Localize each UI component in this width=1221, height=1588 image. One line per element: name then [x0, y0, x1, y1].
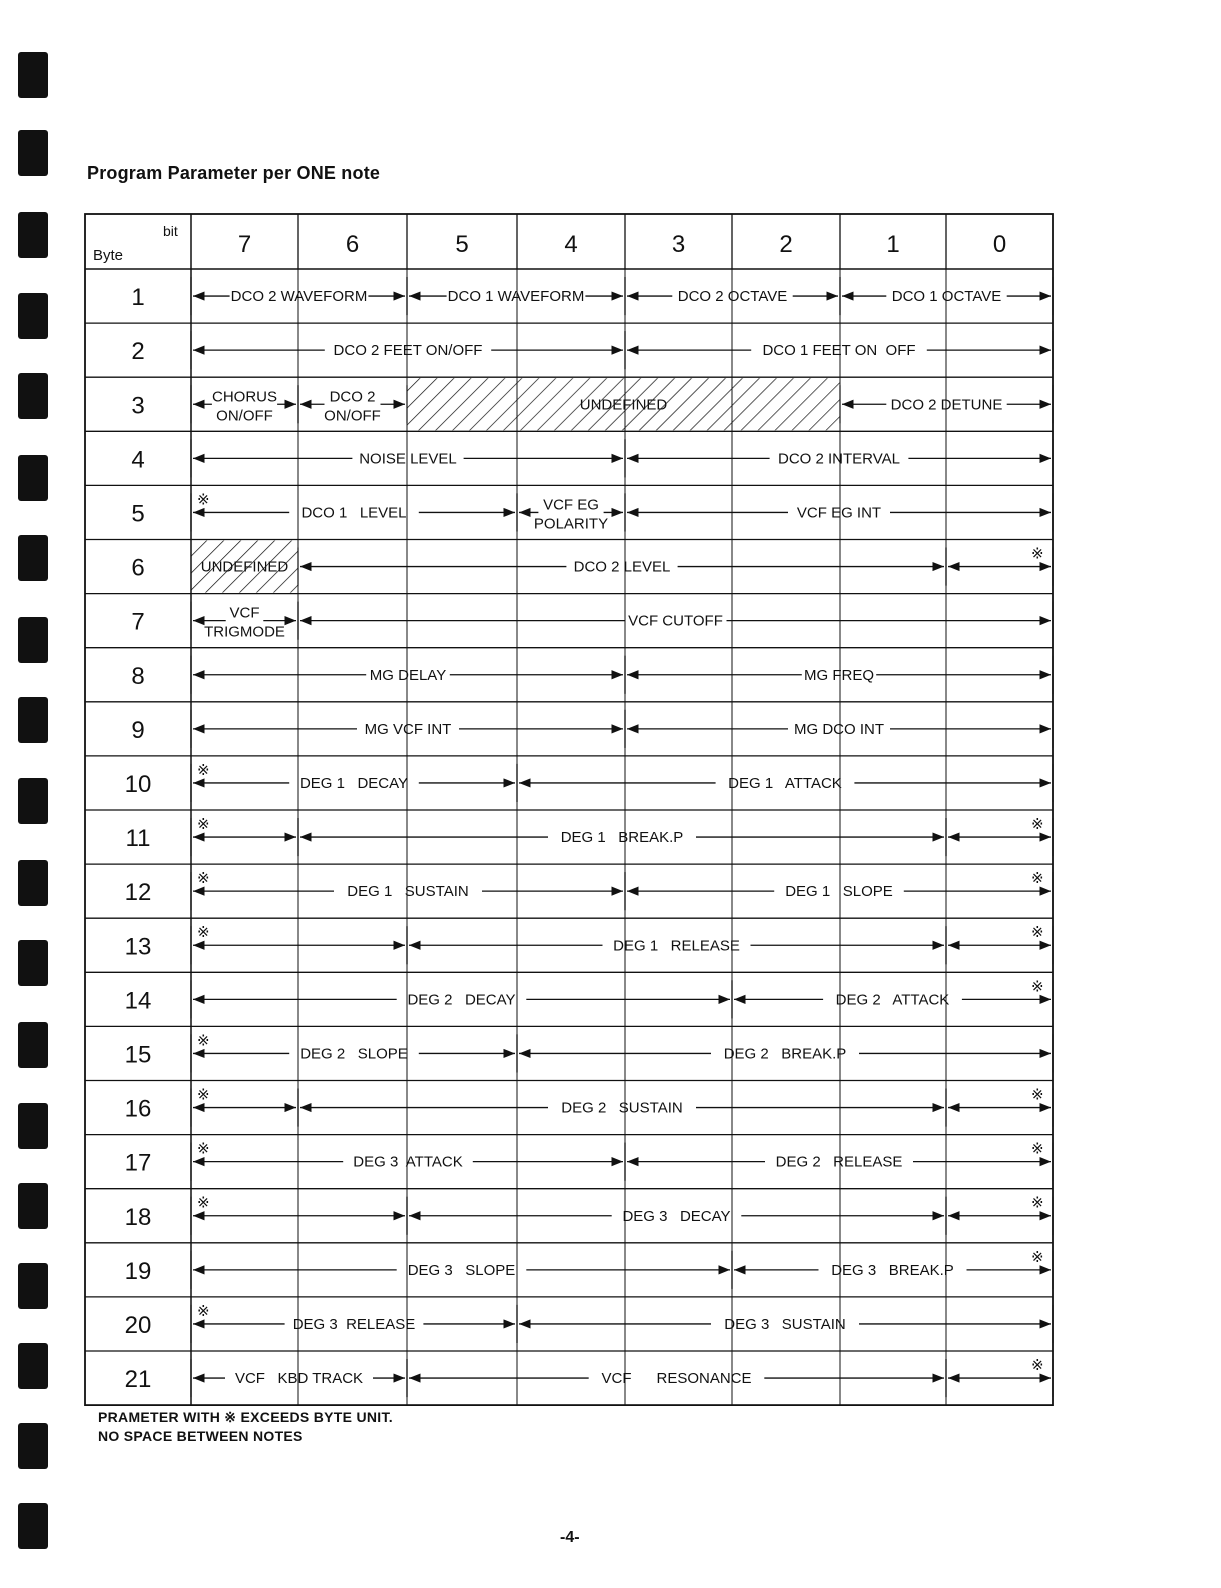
byte-number-20: 20 — [124, 1311, 152, 1339]
byte-number-21: 21 — [124, 1366, 152, 1394]
byte-number-10: 10 — [124, 770, 152, 798]
bit-number-7: 7 — [237, 231, 252, 258]
byte-number-17: 17 — [124, 1149, 152, 1177]
field-label: CHORUS — [211, 388, 278, 406]
field-label: DEG 2 SLOPE — [300, 1045, 408, 1063]
field-label: MG DELAY — [369, 666, 447, 684]
star-mark: ※ — [1031, 1357, 1044, 1374]
byte-number-6: 6 — [131, 554, 145, 582]
field-label: DCO 1 FEET ON OFF — [762, 342, 916, 360]
byte-number-3: 3 — [131, 392, 145, 420]
field-label: DCO 1 OCTAVE — [891, 288, 1002, 306]
field-label: DEG 3 SUSTAIN — [724, 1315, 846, 1333]
bit-number-1: 1 — [886, 231, 900, 258]
star-mark: ※ — [197, 491, 210, 509]
star-mark: ※ — [1031, 1140, 1044, 1158]
field-label: DEG 1 BREAK.P — [560, 829, 684, 847]
byte-number-11: 11 — [125, 825, 151, 853]
field-label: DEG 3 RELEASE — [292, 1315, 416, 1333]
field-label: VCF RESONANCE — [601, 1370, 752, 1388]
star-mark: ※ — [197, 1194, 210, 1212]
star-mark: ※ — [197, 1302, 210, 1320]
bit-number-3: 3 — [671, 231, 686, 258]
byte-number-13: 13 — [124, 933, 152, 961]
footnote-no-space: NO SPACE BETWEEN NOTES — [98, 1428, 303, 1444]
field-label: DCO 2 WAVEFORM — [230, 288, 368, 306]
byte-number-7: 7 — [131, 608, 145, 636]
star-mark: ※ — [1031, 924, 1044, 942]
field-label: DEG 3 SLOPE — [407, 1261, 516, 1279]
field-label: DEG 1 ATTACK — [728, 774, 842, 792]
field-label-line2: ON/OFF — [216, 407, 273, 425]
field-label: DEG 2 RELEASE — [775, 1153, 903, 1171]
field-label: VCF — [229, 604, 260, 622]
bit-number-2: 2 — [779, 231, 793, 258]
field-label: VCF EG INT — [796, 504, 882, 522]
page-title: Program Parameter per ONE note — [87, 163, 381, 183]
star-mark: ※ — [197, 761, 210, 779]
field-label-line2: POLARITY — [533, 515, 609, 533]
field-label: DEG 2 SUSTAIN — [561, 1099, 683, 1117]
byte-number-18: 18 — [124, 1203, 152, 1231]
field-label: VCF KBD TRACK — [234, 1370, 364, 1388]
field-label: DEG 3 BREAK.P — [831, 1261, 954, 1279]
field-label: DCO 2 OCTAVE — [677, 288, 788, 306]
byte-number-1: 1 — [131, 284, 145, 312]
field-label: DCO 2 DETUNE — [890, 396, 1003, 414]
star-mark: ※ — [197, 1032, 210, 1050]
byte-number-16: 16 — [124, 1095, 152, 1123]
byte-label: Byte — [93, 247, 124, 264]
field-label: MG DCO INT — [794, 720, 884, 738]
field-label: DEG 1 RELEASE — [613, 937, 740, 955]
field-label: DCO 2 — [329, 388, 376, 406]
byte-number-12: 12 — [124, 879, 152, 907]
undefined-label: UNDEFINED — [200, 558, 289, 576]
star-mark: ※ — [197, 1086, 210, 1104]
field-label: MG VCF INT — [364, 720, 452, 738]
field-label: DCO 2 FEET ON/OFF — [333, 342, 483, 360]
star-mark: ※ — [1031, 545, 1044, 563]
field-label: DCO 2 INTERVAL — [778, 450, 900, 468]
star-mark: ※ — [1031, 1194, 1044, 1212]
star-mark: ※ — [1031, 1086, 1044, 1104]
field-label: DEG 1 DECAY — [299, 774, 409, 792]
byte-number-4: 4 — [131, 446, 145, 474]
field-label: NOISE LEVEL — [359, 450, 457, 468]
footnote-exceeds: PRAMETER WITH ※ EXCEEDS BYTE UNIT. — [98, 1409, 393, 1425]
star-mark: ※ — [1031, 870, 1044, 888]
bit-label: bit — [163, 223, 178, 239]
field-label-line2: ON/OFF — [324, 407, 381, 425]
bit-number-6: 6 — [345, 231, 360, 258]
field-label: DCO 2 LEVEL — [573, 558, 671, 576]
byte-number-2: 2 — [131, 338, 145, 366]
bit-number-4: 4 — [564, 231, 578, 258]
field-label: DCO 1 WAVEFORM — [447, 288, 585, 306]
bit-number-5: 5 — [455, 231, 469, 258]
byte-number-14: 14 — [124, 987, 152, 1015]
star-mark: ※ — [1031, 978, 1044, 996]
field-label: DCO 1 LEVEL — [301, 504, 407, 522]
byte-number-15: 15 — [124, 1041, 152, 1069]
star-mark: ※ — [1031, 1248, 1044, 1266]
bit-number-0: 0 — [992, 231, 1007, 258]
field-label: DEG 2 BREAK.P — [723, 1045, 847, 1063]
field-label: VCF CUTOFF — [628, 612, 723, 630]
byte-number-9: 9 — [131, 716, 145, 744]
field-label: DEG 2 ATTACK — [835, 991, 950, 1009]
page-number: -4- — [560, 1529, 580, 1546]
byte-number-8: 8 — [131, 662, 145, 690]
star-mark: ※ — [1031, 816, 1044, 833]
star-mark: ※ — [197, 870, 210, 888]
star-mark: ※ — [197, 816, 210, 833]
field-label: VCF EG — [543, 496, 599, 514]
star-mark: ※ — [197, 924, 210, 942]
undefined-label: UNDEFINED — [579, 396, 668, 414]
field-label-line2: TRIGMODE — [204, 623, 285, 641]
field-label: DEG 2 DECAY — [407, 991, 516, 1009]
field-label: MG FREQ — [804, 666, 874, 684]
byte-number-5: 5 — [131, 500, 145, 528]
field-label: DEG 3 ATTACK — [353, 1153, 463, 1171]
byte-number-19: 19 — [124, 1257, 152, 1285]
field-label: DEG 1 SLOPE — [785, 883, 893, 901]
field-label: DEG 3 DECAY — [622, 1207, 731, 1225]
field-label: DEG 1 SUSTAIN — [347, 883, 469, 901]
star-mark: ※ — [197, 1140, 210, 1158]
